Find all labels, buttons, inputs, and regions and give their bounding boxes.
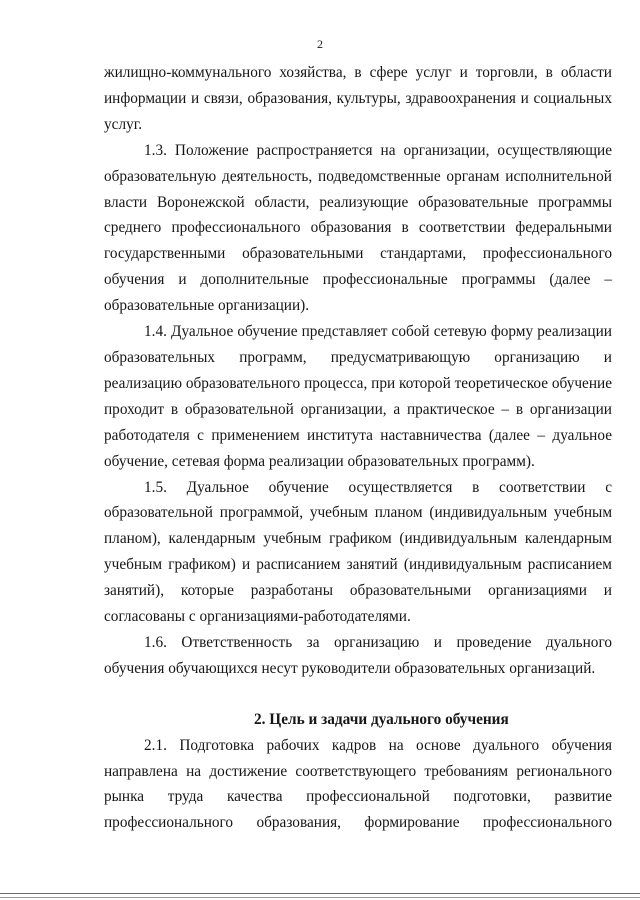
scan-edge-line	[0, 893, 640, 894]
paragraph-1-3: 1.3. Положение распространяется на организации, осуществляющие образовательную деятельность, подведомственные органам исполнительной власти Воронежской области, реализующие образовательные программы среднего профессионального образования в соответствии федеральными государственными образовательными стандартами, профессионального обучения и дополнительные профессиональные программы (далее – образовательные организации).	[104, 141, 612, 315]
paragraph-1-5: 1.5. Дуальное обучение осуществляется в соответствии с образовательной программой, учебным планом (индивидуальным учебным планом), календарным учебным графиком (индивидуальным календарным учебным графиком) и расписанием занятий (индивидуальным расписанием занятий), которые разработаны образовательными организациями и согласованы с организациями-работодателями.	[104, 478, 612, 626]
paragraph-2-1: 2.1. Подготовка рабочих кадров на основе дуального обучения направлена на достижение соответствующего требованиям регионального рынка труда качества профессиональной подготовки, развитие профессионального образования, формирование профессионального	[104, 736, 612, 832]
paragraph-1-4: 1.4. Дуальное обучение представляет собой сетевую форму реализации образовательных программ, предусматривающую организацию и реализацию образовательного процесса, при которой теоретическое обучение проходит в образовательной организации, а практическое – в организации работодателя с применением института наставничества (далее – дуальное обучение, сетевая форма реализации образовательных программ).	[104, 323, 612, 470]
paragraph-continuation: жилищно-коммунального хозяйства, в сфере услуг и торговли, в области информации и связи, образования, культуры, здравоохранения и социальных услуг.	[104, 64, 612, 133]
section-heading: 2. Цель и задачи дуального обучения	[254, 710, 509, 728]
document-body	[104, 60, 612, 836]
page-number: 2	[317, 37, 323, 51]
paragraph-1-6: 1.6. Ответственность за организацию и проведение дуального обучения обучающихся несут руководители образовательных организаций.	[104, 633, 612, 677]
scan-edge-line-secondary	[0, 897, 640, 898]
